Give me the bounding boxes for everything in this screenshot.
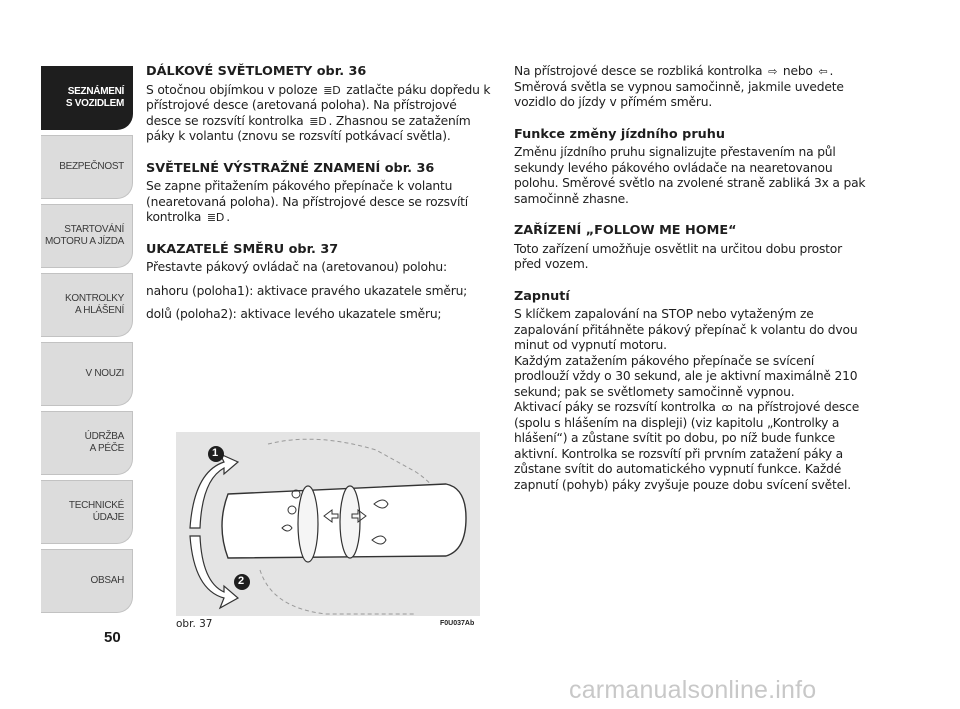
text: . [226, 210, 230, 224]
tab-seznameni[interactable] [41, 66, 133, 130]
tab-obsah[interactable] [41, 549, 133, 613]
text: nebo [782, 64, 813, 78]
section-title-lane-change: Funkce změny jízdního pruhu [514, 126, 725, 142]
paragraph-activation-1: S klíčkem zapalování na STOP nebo vytaženým ze zapalování přitáhněte pákový přepínač k volantu do dvou minut od vypnutí motoru. [514, 307, 858, 352]
tab-label: STARTOVÁNÍ MOTORU A JÍZDA [45, 224, 124, 247]
paragraph-lane-change: Změnu jízdního pruhu signalizujte přestavením na půl sekundy levého pákového ovládače na nearetovanou polohu. Směrové světlo na zvolené straně zabliká 3x a pak samočinně zhasne. [514, 145, 866, 206]
callout-2-label: 2 [238, 575, 245, 587]
tab-label: SEZNÁMENÍ S VOZIDLEM [65, 86, 124, 109]
figure-code: F0U037Ab [440, 620, 475, 627]
tab-udrzba[interactable] [41, 411, 133, 475]
text: S otočnou objímkou v poloze [146, 82, 318, 97]
tab-technicke[interactable] [41, 480, 133, 544]
tab-label: V NOUZI [85, 368, 124, 379]
callout-1-label: 1 [212, 447, 219, 459]
paragraph-flash [146, 179, 491, 226]
left-column [146, 64, 491, 331]
paragraph-follow-me: Toto zařízení umožňuje osvětlit na určitou dobu prostor před vozem. [514, 241, 842, 271]
page-number: 50 [104, 629, 121, 646]
tab-v-nouzi[interactable] [41, 342, 133, 406]
section-title-indicators: UKAZATELÉ SMĚRU obr. 37 [146, 241, 339, 257]
watermark: carmanualsonline.info [569, 676, 817, 704]
right-column [514, 64, 869, 493]
text: zatlačte páku dopředu k přístrojové desce (aretovaná poloha). Na přístrojové desce se rozsvítí kontrolka [146, 82, 491, 128]
tab-startovani[interactable] [41, 204, 133, 268]
tab-bezpecnost[interactable] [41, 135, 133, 199]
paragraph-indicator-lamp [514, 64, 869, 111]
arrow-right-outline-icon: ⇨ [768, 65, 778, 78]
paragraph-activation-3 [514, 400, 869, 493]
section-title-follow-me: ZAŘÍZENÍ „FOLLOW ME HOME“ [514, 223, 737, 238]
paragraph-activation-2: Každým zatažením pákového přepínače se svícení prodlouží vždy o 30 sekund, ale je aktivní maximálně 210 sekund; pak se světlomety samočinně vypnou. [514, 353, 858, 399]
dashed-outline [260, 570, 416, 614]
tab-kontrolky[interactable] [41, 273, 133, 337]
paragraph-indicators-1: Přestavte pákový ovládač na (aretovanou) polohu: [146, 260, 447, 274]
figure-caption: obr. 37 [176, 618, 213, 630]
rotary-ring [340, 486, 360, 558]
text: na přístrojové desce (spolu s hlášením na displeji) (viz kapitolu „Kontrolky a hlášení“) a zůstane svítit po dobu, po níž bude funkce aktivní. Kontrolka se rozsvítí při prvním zatažení páky a zůstane svítit do automatického vypnutí funkce. Každé zapnutí (pohyb) páky zvyšuje pouze dobu svícení světel. [514, 400, 860, 492]
paragraph-high-beam [146, 83, 491, 145]
text: Se zapne přitažením pákového přepínače k volantu (nearetovaná poloha). Na přístrojové desce se rozsvítí kontrolka [146, 179, 468, 224]
rotary-ring [298, 486, 318, 562]
stalk-svg [176, 432, 480, 616]
tab-label: ÚDRŽBA A PÉČE [84, 431, 124, 454]
section-title-activation: Zapnutí [514, 288, 570, 304]
high-beam-icon: ≣D [309, 114, 327, 128]
text: Aktivací páky se rozsvítí kontrolka [514, 400, 716, 414]
stalk-illustration [176, 432, 480, 616]
tab-label: OBSAH [90, 575, 124, 586]
paragraph-indicators-3: dolů (poloha2): aktivace levého ukazatele směru; [146, 307, 442, 321]
text: . Směrová světla se vypnou samočinně, jakmile uvedete vozidlo do jízdy v přímém směru. [514, 64, 844, 109]
section-title-flash: SVĚTELNÉ VÝSTRAŽNÉ ZNAMENÍ obr. 36 [146, 160, 435, 176]
tab-label: KONTROLKY A HLÁŠENÍ [65, 293, 124, 316]
tab-label: TECHNICKÉ ÚDAJE [68, 500, 124, 523]
text: Na přístrojové desce se rozbliká kontrolka [514, 64, 763, 78]
chapter-tabs [41, 66, 133, 618]
tab-label: BEZPEČNOST [59, 161, 124, 172]
text: . Zhasnou se zatažením páky k volantu (znovu se rozsvítí potkávací světla). [146, 113, 471, 143]
paragraph-indicators-2: nahoru (poloha1): aktivace pravého ukazatele směru; [146, 283, 468, 298]
high-beam-icon: ≣D [206, 211, 225, 224]
section-title-high-beam: DÁLKOVÉ SVĚTLOMETY obr. 36 [146, 64, 367, 79]
high-beam-icon: ≣D [323, 83, 341, 97]
arrow-left-outline-icon: ⇦ [818, 65, 828, 78]
follow-me-home-icon: ꝏ [721, 401, 733, 414]
